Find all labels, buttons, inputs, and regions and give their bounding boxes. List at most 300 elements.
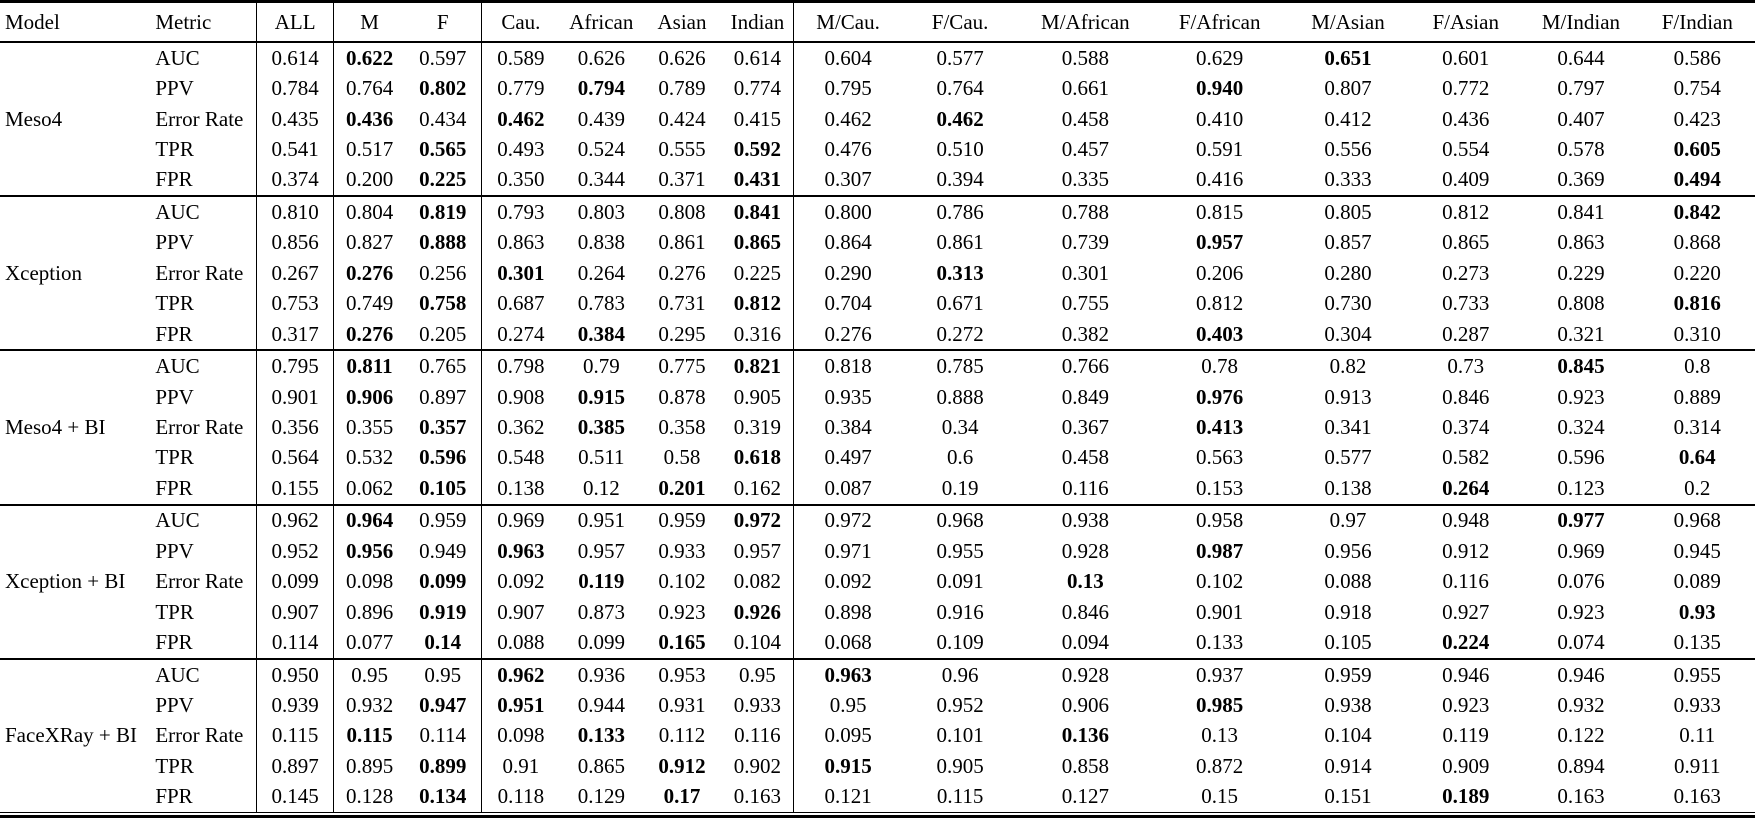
value-cell: 0.116 — [1062, 475, 1109, 500]
value-cell: 0.335 — [1061, 167, 1109, 192]
value-cell: 0.555 — [658, 136, 706, 161]
value-cell: 0.511 — [578, 445, 625, 470]
value-cell: 0.731 — [658, 291, 706, 316]
value-cell: 0.933 — [1673, 693, 1721, 718]
value-cell: 0.956 — [345, 538, 394, 563]
value-cell: 0.493 — [497, 136, 545, 161]
value-cell: 0.276 — [345, 321, 394, 346]
value-cell: 0.963 — [794, 659, 902, 691]
value-cell: 0.865 — [577, 753, 625, 778]
value-cell: 0.775 — [642, 350, 721, 382]
value-cell: 0.092 — [497, 569, 545, 594]
value-cell: 0.962 — [257, 505, 334, 537]
value-cell: 0.256 — [405, 258, 481, 288]
table-row — [0, 134, 1755, 164]
value-cell: 0.095 — [824, 723, 872, 748]
value-cell: 0.614 — [722, 42, 794, 74]
value-cell: 0.8 — [1640, 350, 1755, 382]
metric-label: TPR — [150, 597, 256, 627]
value-cell: 0.077 — [345, 630, 394, 655]
value-cell: 0.357 — [405, 412, 481, 442]
value-cell: 0.932 — [1557, 693, 1605, 718]
value-cell: 0.909 — [1442, 753, 1490, 778]
model-label-xception-bi: Xception + BI — [0, 505, 150, 659]
value-cell: 0.596 — [1557, 445, 1605, 470]
value-cell: 0.952 — [257, 536, 334, 566]
value-cell: 0.958 — [1153, 505, 1287, 537]
value-cell: 0.068 — [824, 630, 872, 655]
col-header-m: M — [334, 2, 405, 43]
col-header-all: ALL — [257, 2, 334, 43]
value-cell: 0.462 — [936, 106, 984, 131]
value-cell: 0.93 — [1678, 599, 1716, 624]
value-cell: 0.915 — [824, 753, 872, 778]
table-row — [0, 104, 1755, 134]
value-cell: 0.356 — [257, 412, 334, 442]
col-header-indian: Indian — [722, 2, 794, 43]
table-row — [0, 627, 1755, 659]
value-cell: 0.842 — [1640, 196, 1755, 228]
value-cell: 0.129 — [577, 784, 625, 809]
value-cell: 0.78 — [1153, 350, 1287, 382]
table-row — [0, 289, 1755, 319]
value-cell: 0.494 — [1673, 167, 1721, 192]
value-cell: 0.928 — [1018, 659, 1152, 691]
value-cell: 0.969 — [1557, 538, 1605, 563]
value-cell: 0.565 — [405, 134, 481, 164]
value-cell: 0.936 — [560, 659, 642, 691]
value-cell: 0.092 — [824, 569, 872, 594]
value-cell: 0.6 — [946, 445, 974, 470]
value-cell: 0.818 — [794, 350, 902, 382]
value-cell: 0.409 — [1442, 167, 1490, 192]
value-cell: 0.316 — [722, 319, 794, 351]
value-cell: 0.772 — [1442, 76, 1490, 101]
value-cell: 0.17 — [663, 784, 701, 809]
value-cell: 0.138 — [1324, 475, 1372, 500]
value-cell: 0.510 — [936, 136, 984, 161]
value-cell: 0.82 — [1287, 350, 1409, 382]
value-cell: 0.412 — [1324, 106, 1372, 131]
value-cell: 0.290 — [824, 260, 872, 285]
value-cell: 0.927 — [1442, 599, 1490, 624]
value-cell: 0.554 — [1442, 136, 1490, 161]
value-cell: 0.889 — [1673, 384, 1721, 409]
value-cell: 0.605 — [1673, 136, 1721, 161]
value-cell: 0.789 — [658, 76, 706, 101]
value-cell: 0.319 — [722, 412, 794, 442]
value-cell: 0.811 — [334, 350, 405, 382]
value-cell: 0.116 — [722, 721, 794, 751]
value-cell: 0.358 — [658, 415, 706, 439]
value-cell: 0.109 — [936, 630, 984, 655]
value-cell: 0.597 — [405, 42, 481, 74]
value-cell: 0.64 — [1678, 445, 1716, 470]
value-cell: 0.626 — [642, 42, 721, 74]
metric-label: AUC — [150, 505, 256, 537]
value-cell: 0.099 — [257, 567, 334, 597]
value-cell: 0.808 — [642, 196, 721, 228]
value-cell: 0.091 — [936, 569, 984, 594]
col-header-f-indian: F/Indian — [1640, 2, 1755, 43]
table-row — [0, 505, 1755, 537]
value-cell: 0.661 — [1061, 76, 1109, 101]
value-cell: 0.462 — [497, 106, 545, 131]
value-cell: 0.926 — [722, 597, 794, 627]
value-cell: 0.423 — [1673, 106, 1721, 131]
value-cell: 0.115 — [257, 721, 334, 751]
value-cell: 0.118 — [497, 784, 545, 809]
value-cell: 0.977 — [1522, 505, 1639, 537]
value-cell: 0.968 — [902, 505, 1018, 537]
value-cell: 0.224 — [1442, 630, 1490, 655]
value-cell: 0.863 — [497, 230, 545, 255]
value-cell: 0.914 — [1324, 753, 1372, 778]
value-cell: 0.788 — [1018, 196, 1152, 228]
value-cell: 0.861 — [658, 230, 706, 255]
col-header-model: Model — [0, 2, 150, 43]
value-cell: 0.384 — [577, 321, 625, 346]
table-row — [0, 782, 1755, 813]
table-row — [0, 165, 1755, 197]
table-row — [0, 690, 1755, 720]
value-cell: 0.116 — [1442, 569, 1489, 594]
value-cell: 0.794 — [577, 76, 625, 101]
value-cell: 0.101 — [936, 723, 984, 748]
value-cell: 0.385 — [577, 415, 625, 439]
value-cell: 0.911 — [1674, 753, 1721, 778]
metric-label: AUC — [150, 196, 256, 228]
value-cell: 0.805 — [1287, 196, 1409, 228]
value-cell: 0.201 — [658, 475, 706, 500]
table-row — [0, 319, 1755, 351]
value-cell: 0.888 — [936, 384, 984, 409]
value-cell: 0.807 — [1324, 76, 1372, 101]
value-cell: 0.901 — [257, 382, 334, 412]
value-cell: 0.082 — [722, 567, 794, 597]
value-cell: 0.424 — [658, 106, 706, 131]
metric-label: TPR — [150, 443, 256, 473]
value-cell: 0.58 — [663, 445, 701, 470]
value-cell: 0.145 — [257, 782, 334, 813]
value-cell: 0.945 — [1673, 538, 1721, 563]
value-cell: 0.151 — [1324, 784, 1372, 809]
value-cell: 0.858 — [1061, 753, 1109, 778]
value-cell: 0.541 — [257, 134, 334, 164]
value-cell: 0.947 — [405, 690, 481, 720]
value-cell: 0.374 — [1442, 415, 1490, 439]
value-cell: 0.95 — [829, 693, 867, 718]
value-cell: 0.739 — [1061, 230, 1109, 255]
value-cell: 0.923 — [1557, 599, 1605, 624]
value-cell: 0.629 — [1153, 42, 1287, 74]
model-label-meso4-bi: Meso4 + BI — [0, 350, 150, 504]
value-cell: 0.321 — [1557, 321, 1605, 346]
value-cell: 0.969 — [481, 505, 560, 537]
value-cell: 0.225 — [722, 258, 794, 288]
value-cell: 0.894 — [1557, 753, 1605, 778]
value-cell: 0.578 — [1557, 136, 1605, 161]
value-cell: 0.104 — [722, 627, 794, 659]
value-cell: 0.333 — [1324, 167, 1372, 192]
value-cell: 0.906 — [1061, 693, 1109, 718]
value-cell: 0.812 — [722, 289, 794, 319]
value-cell: 0.416 — [1196, 167, 1244, 192]
value-cell: 0.937 — [1153, 659, 1287, 691]
table-row — [0, 382, 1755, 412]
col-header-f-cau: F/Cau. — [902, 2, 1018, 43]
value-cell: 0.382 — [1061, 321, 1109, 346]
value-cell: 0.898 — [824, 599, 872, 624]
value-cell: 0.114 — [405, 721, 481, 751]
value-cell: 0.114 — [257, 627, 334, 659]
value-cell: 0.901 — [1196, 599, 1244, 624]
value-cell: 0.341 — [1324, 415, 1372, 439]
value-cell: 0.089 — [1673, 569, 1721, 594]
value-cell: 0.765 — [405, 350, 481, 382]
value-cell: 0.950 — [257, 659, 334, 691]
table-row — [0, 228, 1755, 258]
value-cell: 0.897 — [257, 751, 334, 781]
value-cell: 0.105 — [1324, 630, 1372, 655]
value-cell: 0.758 — [405, 289, 481, 319]
value-cell: 0.812 — [1196, 291, 1244, 316]
value-cell: 0.923 — [658, 599, 706, 624]
value-cell: 0.435 — [257, 104, 334, 134]
value-cell: 0.592 — [722, 134, 794, 164]
value-cell: 0.932 — [345, 693, 394, 718]
value-cell: 0.310 — [1673, 321, 1721, 346]
value-cell: 0.899 — [405, 751, 481, 781]
value-cell: 0.403 — [1196, 321, 1244, 346]
value-cell: 0.962 — [481, 659, 560, 691]
col-header-f-african: F/African — [1153, 2, 1287, 43]
value-cell: 0.905 — [722, 382, 794, 412]
value-cell: 0.276 — [824, 321, 872, 346]
table-row — [0, 258, 1755, 288]
metric-label: FPR — [150, 165, 256, 197]
value-cell: 0.938 — [1324, 693, 1372, 718]
value-cell: 0.2 — [1684, 475, 1711, 500]
table-row — [0, 42, 1755, 74]
metric-label: TPR — [150, 134, 256, 164]
value-cell: 0.863 — [1557, 230, 1605, 255]
value-cell: 0.136 — [1061, 723, 1109, 748]
value-cell: 0.415 — [722, 104, 794, 134]
value-cell: 0.088 — [497, 630, 545, 655]
col-header-m-indian: M/Indian — [1522, 2, 1639, 43]
value-cell: 0.935 — [824, 384, 872, 409]
value-cell: 0.410 — [1196, 106, 1244, 131]
value-cell: 0.951 — [497, 693, 545, 718]
value-cell: 0.938 — [1018, 505, 1152, 537]
metric-label: Error Rate — [150, 721, 256, 751]
value-cell: 0.162 — [722, 473, 794, 505]
value-cell: 0.918 — [1324, 599, 1372, 624]
value-cell: 0.730 — [1324, 291, 1372, 316]
value-cell: 0.963 — [497, 538, 545, 563]
value-cell: 0.563 — [1196, 445, 1244, 470]
value-cell: 0.264 — [1442, 475, 1490, 500]
value-cell: 0.939 — [257, 690, 334, 720]
value-cell: 0.087 — [824, 475, 872, 500]
value-cell: 0.458 — [1061, 106, 1109, 131]
table-row — [0, 536, 1755, 566]
value-cell: 0.951 — [560, 505, 642, 537]
value-cell: 0.517 — [345, 136, 394, 161]
value-cell: 0.785 — [902, 350, 1018, 382]
value-cell: 0.774 — [722, 74, 794, 104]
value-cell: 0.786 — [902, 196, 1018, 228]
value-cell: 0.764 — [345, 76, 394, 101]
table-row — [0, 196, 1755, 228]
value-cell: 0.13 — [1201, 723, 1239, 748]
value-cell: 0.163 — [1673, 784, 1721, 809]
value-cell: 0.119 — [1442, 723, 1489, 748]
col-header-m-asian: M/Asian — [1287, 2, 1409, 43]
value-cell: 0.766 — [1018, 350, 1152, 382]
value-cell: 0.95 — [334, 659, 405, 691]
value-cell: 0.413 — [1196, 415, 1244, 439]
metric-label: FPR — [150, 627, 256, 659]
value-cell: 0.556 — [1324, 136, 1372, 161]
value-cell: 0.73 — [1409, 350, 1522, 382]
table-body — [0, 42, 1755, 813]
value-cell: 0.497 — [824, 445, 872, 470]
metric-label: AUC — [150, 659, 256, 691]
value-cell: 0.896 — [345, 599, 394, 624]
value-cell: 0.907 — [497, 599, 545, 624]
metric-label: PPV — [150, 74, 256, 104]
value-cell: 0.374 — [257, 165, 334, 197]
col-header-f-asian: F/Asian — [1409, 2, 1522, 43]
value-cell: 0.849 — [1061, 384, 1109, 409]
value-cell: 0.749 — [345, 291, 394, 316]
value-cell: 0.912 — [658, 753, 706, 778]
value-cell: 0.344 — [577, 167, 625, 192]
value-cell: 0.79 — [560, 350, 642, 382]
value-cell: 0.313 — [936, 260, 984, 285]
value-cell: 0.276 — [345, 260, 394, 285]
value-cell: 0.916 — [936, 599, 984, 624]
value-cell: 0.946 — [1522, 659, 1639, 691]
value-cell: 0.102 — [1196, 569, 1244, 594]
value-cell: 0.753 — [257, 289, 334, 319]
value-cell: 0.976 — [1196, 384, 1244, 409]
metric-label: PPV — [150, 382, 256, 412]
value-cell: 0.865 — [1442, 230, 1490, 255]
table-row — [0, 751, 1755, 781]
value-cell: 0.626 — [560, 42, 642, 74]
value-cell: 0.972 — [794, 505, 902, 537]
value-cell: 0.906 — [345, 384, 394, 409]
metric-label: Error Rate — [150, 412, 256, 442]
value-cell: 0.34 — [941, 415, 979, 439]
value-cell: 0.350 — [497, 167, 545, 192]
value-cell: 0.793 — [481, 196, 560, 228]
value-cell: 0.944 — [577, 693, 625, 718]
value-cell: 0.099 — [577, 630, 625, 655]
value-cell: 0.957 — [577, 538, 625, 563]
value-cell: 0.968 — [1640, 505, 1755, 537]
value-cell: 0.436 — [345, 106, 394, 131]
value-cell: 0.985 — [1196, 693, 1244, 718]
value-cell: 0.582 — [1442, 445, 1490, 470]
value-cell: 0.651 — [1287, 42, 1409, 74]
value-cell: 0.099 — [405, 567, 481, 597]
value-cell: 0.094 — [1061, 630, 1109, 655]
metric-label: AUC — [150, 42, 256, 74]
value-cell: 0.394 — [936, 167, 984, 192]
value-cell: 0.105 — [405, 473, 481, 505]
value-cell: 0.754 — [1673, 76, 1721, 101]
value-cell: 0.115 — [936, 784, 984, 809]
table-row — [0, 74, 1755, 104]
metric-label: Error Rate — [150, 567, 256, 597]
value-cell: 0.588 — [1018, 42, 1152, 74]
value-cell: 0.808 — [1557, 291, 1605, 316]
value-cell: 0.165 — [658, 630, 706, 655]
value-cell: 0.436 — [1442, 106, 1490, 131]
value-cell: 0.913 — [1324, 384, 1372, 409]
value-cell: 0.564 — [257, 443, 334, 473]
value-cell: 0.324 — [1557, 415, 1605, 439]
value-cell: 0.317 — [257, 319, 334, 351]
value-cell: 0.135 — [1673, 630, 1721, 655]
value-cell: 0.96 — [902, 659, 1018, 691]
col-header-m-cau: M/Cau. — [794, 2, 902, 43]
value-cell: 0.873 — [577, 599, 625, 624]
value-cell: 0.815 — [1153, 196, 1287, 228]
value-cell: 0.872 — [1196, 753, 1244, 778]
value-cell: 0.138 — [497, 475, 545, 500]
col-header-f: F — [405, 2, 481, 43]
value-cell: 0.779 — [497, 76, 545, 101]
value-cell: 0.987 — [1196, 538, 1244, 563]
value-cell: 0.888 — [405, 228, 481, 258]
value-cell: 0.948 — [1409, 505, 1522, 537]
value-cell: 0.812 — [1409, 196, 1522, 228]
value-cell: 0.95 — [405, 659, 481, 691]
metric-label: AUC — [150, 350, 256, 382]
value-cell: 0.949 — [405, 536, 481, 566]
value-cell: 0.644 — [1522, 42, 1639, 74]
value-cell: 0.946 — [1409, 659, 1522, 691]
value-cell: 0.307 — [824, 167, 872, 192]
value-cell: 0.577 — [1324, 445, 1372, 470]
value-cell: 0.931 — [658, 693, 706, 718]
value-cell: 0.971 — [824, 538, 872, 563]
col-header-metric: Metric — [150, 2, 256, 43]
value-cell: 0.857 — [1324, 230, 1372, 255]
value-cell: 0.434 — [405, 104, 481, 134]
col-header-cau: Cau. — [481, 2, 560, 43]
value-cell: 0.301 — [1061, 260, 1109, 285]
value-cell: 0.803 — [560, 196, 642, 228]
value-cell: 0.733 — [1442, 291, 1490, 316]
value-cell: 0.800 — [794, 196, 902, 228]
value-cell: 0.589 — [481, 42, 560, 74]
value-cell: 0.102 — [658, 569, 706, 594]
value-cell: 0.119 — [578, 569, 625, 594]
value-cell: 0.865 — [722, 228, 794, 258]
value-cell: 0.804 — [334, 196, 405, 228]
value-cell: 0.272 — [936, 321, 984, 346]
value-cell: 0.367 — [1061, 415, 1109, 439]
value-cell: 0.276 — [658, 260, 706, 285]
value-cell: 0.878 — [658, 384, 706, 409]
value-cell: 0.122 — [1557, 723, 1605, 748]
